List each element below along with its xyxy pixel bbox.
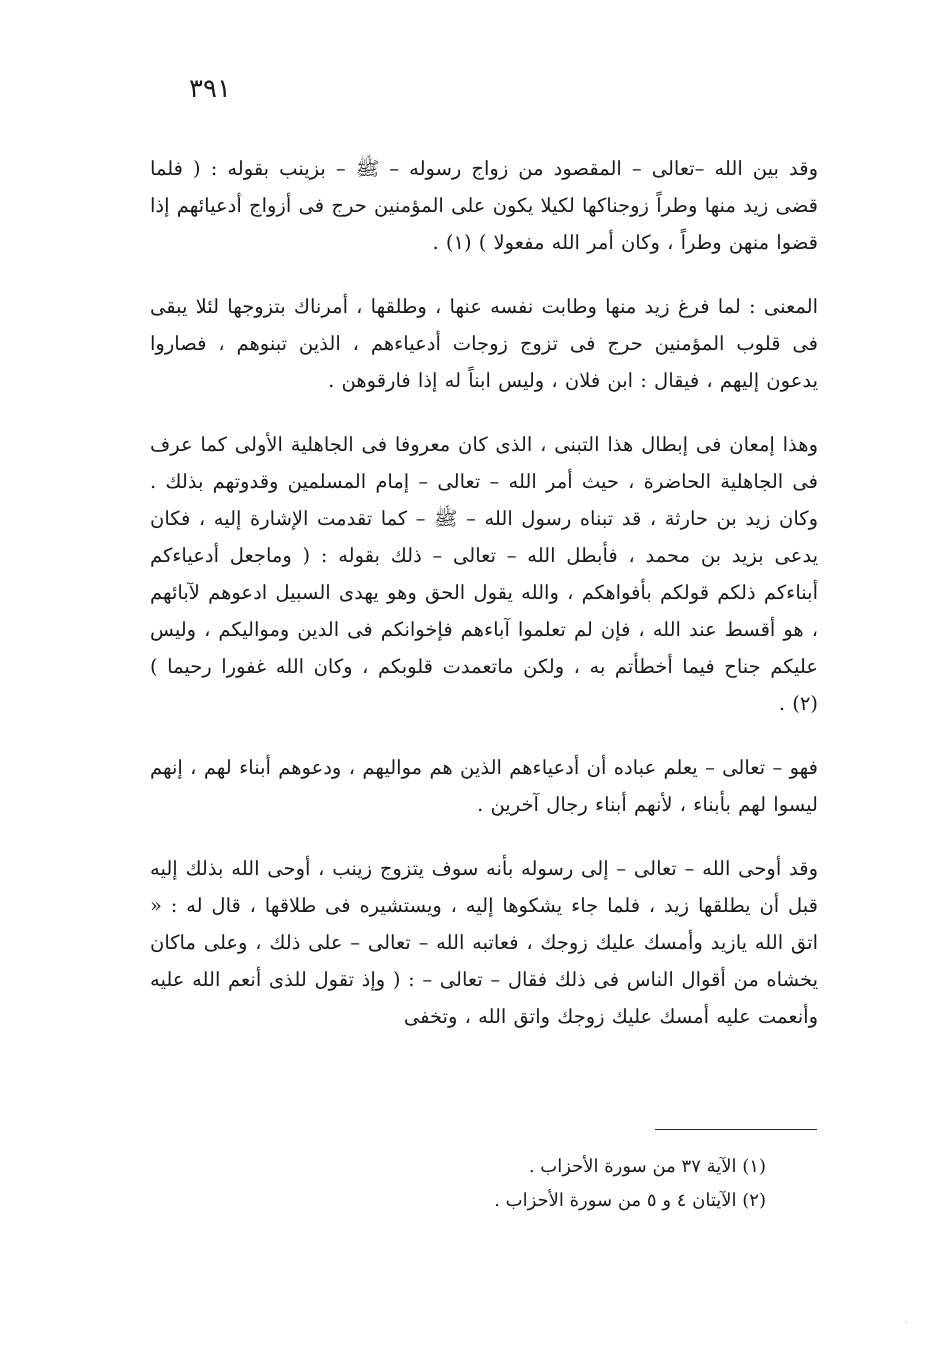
- footnote-2: (٢) الآيتان ٤ و ٥ من سورة الأحزاب .: [494, 1190, 766, 1211]
- edge-mark: ·: [905, 1318, 908, 1328]
- paragraph-3: وهذا إمعان فى إبطال هذا التبنى ، الذى كان معروفا فى الجاهلية الأولى كما عرف فى الجاهلية الحاضرة ، حيث أمر الله – تعالى – إمام المسلمين وقدوتهم بذلك . وكان زيد بن حارثة ، قد تبناه رسول الله – ﷺ – كما تقدمت الإشارة إليه ، فكان يدعى بزيد بن محمد ، فأبطل الله – تعالى – ذلك بقوله : ( وماجعل أدعياءكم أبناءكم ذلكم قولكم بأفواهكم ، والله يقول الحق وهو يهدى السبيل ادعوهم لآبائهم ، هو أقسط عند الله ، فإن لم تعلموا آباءهم فإخوانكم فى الدين ومواليكم ، وليس عليكم جناح فيما أخطأتم به ، ولكن ماتعمدت قلوبكم ، وكان الله غفورا رحيما ) (٢) .: [150, 433, 818, 715]
- paragraph-4: فهو – تعالى – يعلم عباده أن أدعياءهم الذين هم مواليهم ، ودعوهم أبناء لهم ، إنهم ليسوا لهم بأبناء ، لأنهم أبناء رجال آخرين .: [150, 756, 818, 816]
- paragraph-2: المعنى : لما فرغ زيد منها وطابت نفسه عنها ، وطلقها ، أمرناك بتزوجها لئلا يبقى فى قلوب المؤمنين حرج فى تزوج زوجات أدعياءهم ، الذين تبنوهم ، فصاروا يدعون إليهم ، فيقال : ابن فلان ، وليس ابناً له إذا فارقوهن .: [150, 295, 818, 392]
- body-text: [150, 150, 818, 1062]
- footnotes: [300, 1150, 766, 1218]
- footnote-divider: [655, 1129, 817, 1130]
- paragraph-5: وقد أوحى الله – تعالى – إلى رسوله بأنه سوف يتزوج زينب ، أوحى الله بذلك إليه قبل أن يطلقها زيد ، فلما جاء يشكوها إليه ، ويستشيره فى طلاقها ، قال له : « اتق الله يازيد وأمسك عليك زوجك ، فعاتبه الله – تعالى – على ذلك ، وعلى ماكان يخشاه من أقوال الناس فى ذلك فقال – تعالى – : ( وإذ تقول للذى أنعم الله عليه وأنعمت عليه أمسك عليك زوجك واتق الله ، وتخفى: [150, 857, 818, 1028]
- footnote-1: (١) الآية ٣٧ من سورة الأحزاب .: [528, 1156, 766, 1177]
- page-number: ٣٩١: [189, 74, 231, 104]
- paragraph-1: وقد بين الله –تعالى – المقصود من زواج رسوله – ﷺ – بزينب بقوله : ( فلما قضى زيد منها وطراً زوجناكها لكيلا يكون على المؤمنين حرج فى أزواج أدعيائهم إذا قضوا منهن وطراً ، وكان أمر الله مفعولا ) (١) .: [150, 157, 818, 254]
